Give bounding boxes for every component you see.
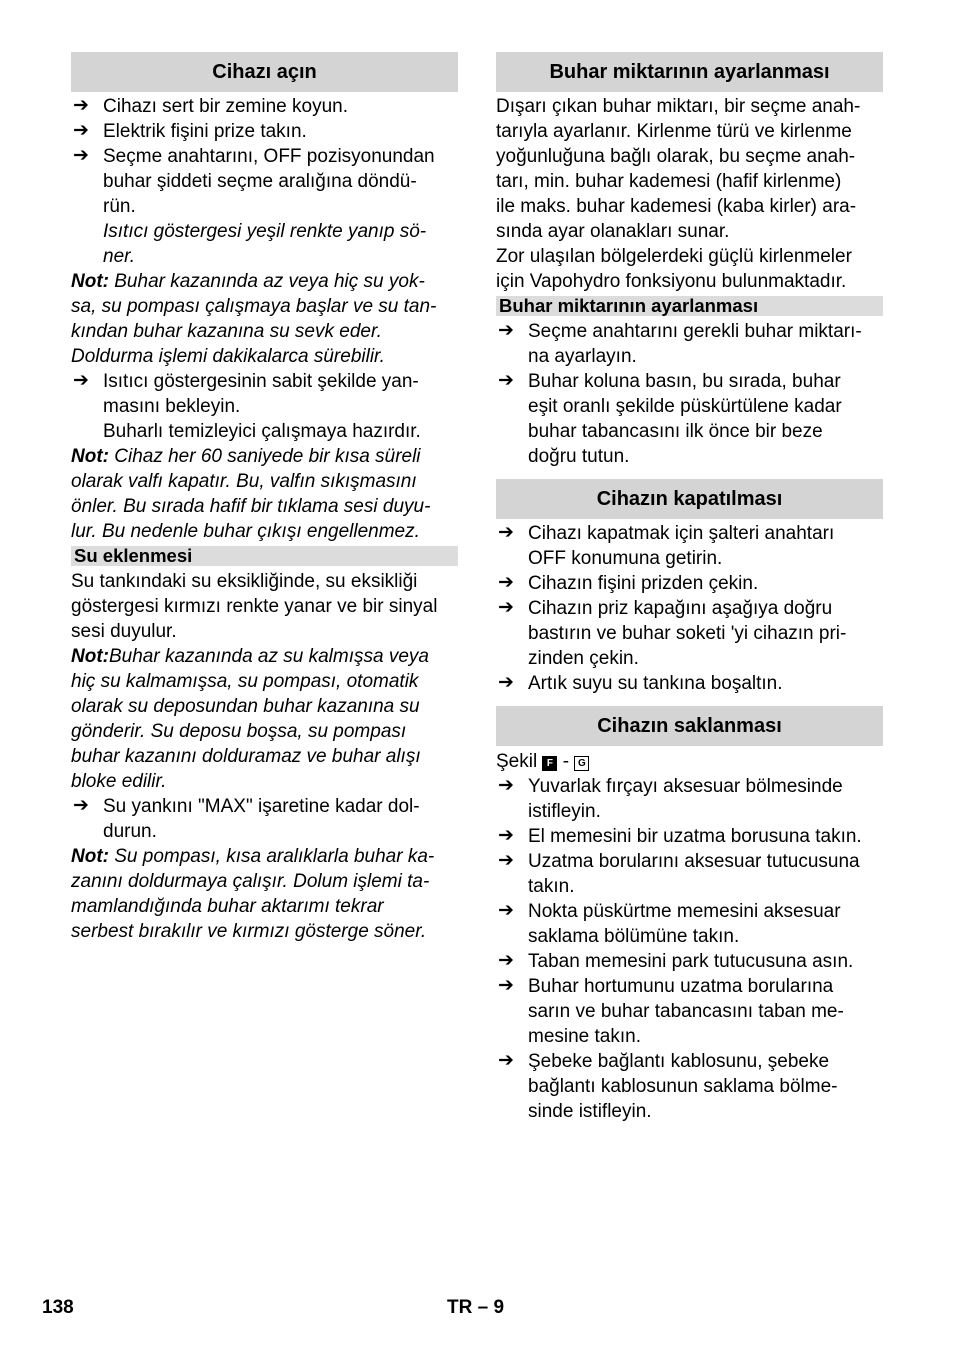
text-line: Buharlı temizleyici çalışmaya hazırdır. (103, 421, 421, 442)
step-line: doğru tutun. (528, 446, 630, 467)
arrow-right-icon: ➔ (73, 795, 89, 816)
step-item (496, 596, 883, 671)
note-label: Not: (71, 271, 109, 292)
step-line: Seçme anahtarını gerekli buhar miktarı- (528, 321, 862, 342)
note-line (71, 344, 458, 369)
arrow-right-icon: ➔ (498, 775, 514, 796)
step-line: sinde istifleyin. (528, 1101, 652, 1122)
note-text: gönderir. Su deposu boşsa, su pompası (71, 721, 407, 742)
note-line (71, 319, 458, 344)
note-line (71, 294, 458, 319)
step-line: Artık suyu su tankına boşaltın. (528, 673, 783, 694)
step-line: buhar tabancasını ilk önce bir beze (528, 421, 823, 442)
step-line: Elektrik fişini prize takın. (103, 121, 307, 142)
text-line: yoğunluğuna bağlı olarak, bu seçme anah- (496, 146, 856, 167)
step-line: Isıtıcı göstergesinin sabit şekilde yan- (103, 371, 419, 392)
step-line: sarın ve buhar tabancasını taban me- (528, 1001, 844, 1022)
step-line: zinden çekin. (528, 648, 639, 669)
step-line: istifleyin. (528, 801, 601, 822)
note-text: serbest bırakılır ve kırmızı gösterge söner. (71, 921, 427, 942)
text-line: göstergesi kırmızı renkte yanar ve bir sinyal (71, 596, 438, 617)
note-text: Cihaz her 60 saniyede bir kısa süreli (108, 446, 421, 467)
arrow-right-icon: ➔ (498, 672, 514, 693)
step-item (71, 119, 458, 144)
step-line: saklama bölümüne takın. (528, 926, 740, 947)
arrow-right-icon: ➔ (498, 522, 514, 543)
step-item (496, 824, 883, 849)
step-line: mesine takın. (528, 1026, 641, 1047)
note-text: Doldurma işlemi dakikalarca sürebilir. (71, 346, 385, 367)
step-line: Nokta püskürtme memesini aksesuar (528, 901, 841, 922)
note-line (71, 894, 458, 919)
step-line: eşit oranlı şekilde püskürtülene kadar (528, 396, 842, 417)
step-item (71, 794, 458, 844)
step-item (496, 319, 883, 369)
note-text: zanını doldurmaya çalışır. Dolum işlemi ta- (71, 871, 430, 892)
arrow-right-icon: ➔ (498, 975, 514, 996)
note-line (71, 494, 458, 519)
arrow-right-icon: ➔ (498, 950, 514, 971)
note-text: Buhar kazanında az su kalmışsa veya (108, 646, 429, 667)
right-column (496, 52, 883, 1124)
arrow-right-icon: ➔ (73, 370, 89, 391)
section-heading-steam-amount: Buhar miktarının ayarlanması (496, 52, 883, 92)
arrow-right-icon: ➔ (498, 825, 514, 846)
arrow-right-icon: ➔ (73, 95, 89, 116)
figure-reference (496, 749, 883, 774)
step-item (496, 521, 883, 571)
step-line: rün. (103, 196, 136, 217)
step-line: bağlantı kablosunun saklama bölme- (528, 1076, 838, 1097)
step-line: Şebeke bağlantı kablosunu, şebeke (528, 1051, 830, 1072)
subheading-steam-amount: Buhar miktarının ayarlanması (496, 296, 883, 316)
text-line: Isıtıcı göstergesi yeşil renkte yanıp sö- (103, 221, 427, 242)
note-text: Buhar kazanında az veya hiç su yok- (108, 271, 425, 292)
steps-list-turn-on (71, 94, 458, 219)
page-label: TR – 9 (447, 1297, 505, 1318)
step-line: Uzatma borularını aksesuar tutucusuna (528, 851, 860, 872)
step-line: durun. (103, 821, 157, 842)
subheading-add-water: Su eklenmesi (71, 546, 458, 566)
arrow-right-icon: ➔ (498, 597, 514, 618)
paragraph-water-shortage (71, 569, 458, 644)
note-line (71, 769, 458, 794)
page-footer (0, 1297, 954, 1322)
note-text: lur. Bu nedenle buhar çıkışı engellenmez. (71, 521, 420, 542)
note-text: buhar kazanını dolduramaz ve buhar alışı (71, 746, 421, 767)
step-item (71, 94, 458, 119)
step-line: Cihazın fişini prizden çekin. (528, 573, 759, 594)
note-line (71, 469, 458, 494)
step-item (496, 369, 883, 469)
note-label: Not: (71, 846, 109, 867)
steps-list-fill (71, 794, 458, 844)
result-text-heater (71, 219, 458, 269)
step-item (496, 849, 883, 899)
figure-prefix: Şekil (496, 751, 538, 772)
step-line: Cihazın priz kapağını aşağıya doğru (528, 598, 833, 619)
steps-list-turn-off (496, 521, 883, 696)
figure-separator: - (562, 751, 570, 772)
step-line: masını bekleyin. (103, 396, 241, 417)
step-line: Yuvarlak fırçayı aksesuar bölmesinde (528, 776, 843, 797)
note-line (71, 719, 458, 744)
step-line: na ayarlayın. (528, 346, 637, 367)
steps-list-storage (496, 774, 883, 1124)
note-boiler (71, 644, 458, 794)
steps-list-steam (496, 319, 883, 469)
step-line: Su yankını "MAX" işaretine kadar dol- (103, 796, 420, 817)
step-line: El memesini bir uzatma borusuna takın. (528, 826, 862, 847)
left-column (71, 52, 458, 944)
step-item (71, 369, 458, 419)
text-line: sesi duyulur. (71, 621, 177, 642)
text-line: Zor ulaşılan bölgelerdeki güçlü kirlenmeler (496, 246, 852, 267)
note-text: önler. Bu sırada hafif bir tıklama sesi duyu- (71, 496, 431, 517)
text-line: ner. (103, 246, 136, 267)
page-number: 138 (42, 1297, 74, 1318)
step-item (496, 974, 883, 1049)
step-line: Seçme anahtarını, OFF pozisyonundan (103, 146, 435, 167)
step-item (496, 1049, 883, 1124)
arrow-right-icon: ➔ (498, 1050, 514, 1071)
step-line: takın. (528, 876, 575, 897)
steps-list-wait (71, 369, 458, 419)
step-line: buhar şiddeti seçme aralığına döndü- (103, 171, 417, 192)
figure-f-icon: F (542, 756, 557, 771)
step-line: bastırın ve buhar soketi 'yi cihazın pri- (528, 623, 847, 644)
note-line (71, 519, 458, 544)
note-text: bloke edilir. (71, 771, 167, 792)
note-line (71, 669, 458, 694)
note-text: mamlandığında buhar aktarımı tekrar (71, 896, 384, 917)
text-line: sında ayar olanakları sunar. (496, 221, 730, 242)
arrow-right-icon: ➔ (498, 320, 514, 341)
step-line: Cihazı sert bir zemine koyun. (103, 96, 348, 117)
text-line: Dışarı çıkan buhar miktarı, bir seçme anah- (496, 96, 861, 117)
arrow-right-icon: ➔ (73, 145, 89, 166)
step-item (496, 899, 883, 949)
figure-g-icon: G (574, 756, 589, 771)
step-line: OFF konumuna getirin. (528, 548, 723, 569)
arrow-right-icon: ➔ (498, 900, 514, 921)
step-item (496, 571, 883, 596)
note-text: olarak su deposundan buhar kazanına su (71, 696, 420, 717)
step-line: Buhar koluna basın, bu sırada, buhar (528, 371, 841, 392)
note-line (71, 269, 458, 294)
note-line (71, 744, 458, 769)
step-item (71, 144, 458, 219)
text-line: tarıyla ayarlanır. Kirlenme türü ve kirlenme (496, 121, 852, 142)
note-valve (71, 444, 458, 544)
arrow-right-icon: ➔ (498, 572, 514, 593)
section-heading-turn-off: Cihazın kapatılması (496, 479, 883, 519)
result-text-ready (71, 419, 458, 444)
text-line: için Vapohydro fonksiyonu bulunmaktadır. (496, 271, 847, 292)
note-label: Not: (71, 446, 109, 467)
step-item (496, 671, 883, 696)
note-line (71, 644, 458, 669)
note-line (71, 694, 458, 719)
arrow-right-icon: ➔ (73, 120, 89, 141)
step-line: Buhar hortumunu uzatma borularına (528, 976, 834, 997)
text-line: tarı, min. buhar kademesi (hafif kirlenme) (496, 171, 842, 192)
section-heading-turn-on: Cihazı açın (71, 52, 458, 92)
note-line (71, 869, 458, 894)
note-text: kından buhar kazanına su sevk eder. (71, 321, 382, 342)
note-text: Su pompası, kısa aralıklarla buhar ka- (108, 846, 435, 867)
arrow-right-icon: ➔ (498, 370, 514, 391)
step-item (496, 774, 883, 824)
step-item (496, 949, 883, 974)
note-line (71, 844, 458, 869)
paragraph-steam-amount (496, 94, 883, 294)
note-line (71, 444, 458, 469)
note-pump (71, 269, 458, 369)
note-fill-cycle (71, 844, 458, 944)
text-line: Su tankındaki su eksikliğinde, su eksikliği (71, 571, 418, 592)
note-text: hiç su kalmamışsa, su pompası, otomatik (71, 671, 419, 692)
step-line: Taban memesini park tutucusuna asın. (528, 951, 854, 972)
note-text: olarak valfı kapatır. Bu, valfın sıkışmasını (71, 471, 417, 492)
section-heading-storage: Cihazın saklanması (496, 706, 883, 746)
arrow-right-icon: ➔ (498, 850, 514, 871)
note-text: sa, su pompası çalışmaya başlar ve su tan- (71, 296, 437, 317)
step-line: Cihazı kapatmak için şalteri anahtarı (528, 523, 835, 544)
note-line (71, 919, 458, 944)
text-line: ile maks. buhar kademesi (kaba kirler) ara- (496, 196, 857, 217)
note-label: Not: (71, 646, 109, 667)
